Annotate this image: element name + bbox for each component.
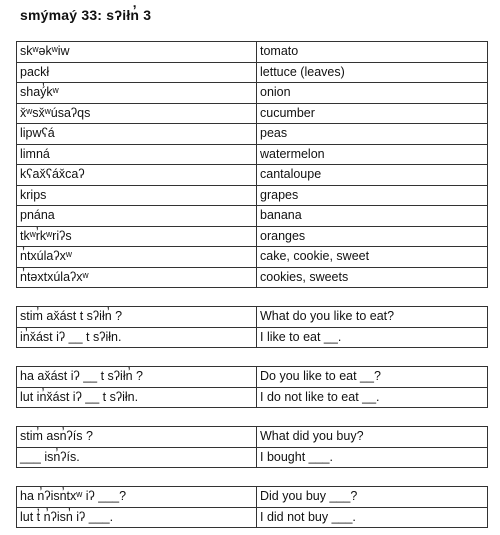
table-row bbox=[17, 507, 488, 528]
table-row bbox=[17, 206, 488, 227]
table-row bbox=[17, 62, 488, 83]
table-row bbox=[17, 185, 488, 206]
lesson-title: smýmaý 33: sʔiłn̓ 3 bbox=[20, 7, 152, 23]
table-row bbox=[17, 447, 488, 468]
phrase-table bbox=[16, 306, 488, 348]
nsyilxcen-word: tkʷr̓kʷriʔs bbox=[17, 226, 257, 247]
nsyilxcen-phrase: in̓x̌ást iʔ __ t sʔiłn. bbox=[17, 327, 257, 348]
table-row bbox=[17, 103, 488, 124]
nsyilxcen-phrase: ha ax̌ást iʔ __ t sʔiłn̓ ? bbox=[17, 367, 257, 388]
english-word: onion bbox=[257, 83, 488, 104]
nsyilxcen-word: packł bbox=[17, 62, 257, 83]
phrase-table bbox=[16, 366, 488, 408]
phrase-table bbox=[16, 486, 488, 528]
table-row bbox=[17, 487, 488, 508]
nsyilxcen-word: kʕax̌ʕáx̌caʔ bbox=[17, 165, 257, 186]
english-word: lettuce (leaves) bbox=[257, 62, 488, 83]
table-row bbox=[17, 247, 488, 268]
english-phrase: I do not like to eat __. bbox=[257, 387, 488, 408]
table-row bbox=[17, 226, 488, 247]
nsyilxcen-word: skʷəkʷiw bbox=[17, 42, 257, 63]
table-row bbox=[17, 327, 488, 348]
table-row bbox=[17, 144, 488, 165]
table-row bbox=[17, 165, 488, 186]
english-phrase: I bought ___. bbox=[257, 447, 488, 468]
table-row bbox=[17, 427, 488, 448]
nsyilxcen-phrase: stim̓ asn̓ʔís ? bbox=[17, 427, 257, 448]
nsyilxcen-word: limná bbox=[17, 144, 257, 165]
nsyilxcen-word: shaý̓kʷ bbox=[17, 83, 257, 104]
nsyilxcen-phrase: stim̓ ax̌ást t sʔiłn̓ ? bbox=[17, 307, 257, 328]
nsyilxcen-phrase: lut in̓x̌ást iʔ __ t sʔiłn. bbox=[17, 387, 257, 408]
english-word: cucumber bbox=[257, 103, 488, 124]
english-word: tomato bbox=[257, 42, 488, 63]
table-row bbox=[17, 124, 488, 145]
nsyilxcen-word: n̓təxtxúlaʔxʷ bbox=[17, 267, 257, 288]
english-word: cookies, sweets bbox=[257, 267, 488, 288]
table-row bbox=[17, 387, 488, 408]
table-row bbox=[17, 367, 488, 388]
vocabulary-table bbox=[16, 41, 488, 288]
nsyilxcen-word: krips bbox=[17, 185, 257, 206]
table-row bbox=[17, 42, 488, 63]
english-phrase: I did not buy ___. bbox=[257, 507, 488, 528]
english-phrase: What did you buy? bbox=[257, 427, 488, 448]
english-word: peas bbox=[257, 124, 488, 145]
english-word: cantaloupe bbox=[257, 165, 488, 186]
english-word: oranges bbox=[257, 226, 488, 247]
nsyilxcen-phrase: ___ isn̓ʔís. bbox=[17, 447, 257, 468]
phrase-table bbox=[16, 426, 488, 468]
english-word: watermelon bbox=[257, 144, 488, 165]
english-word: banana bbox=[257, 206, 488, 227]
english-phrase: Do you like to eat __? bbox=[257, 367, 488, 388]
table-row bbox=[17, 83, 488, 104]
english-phrase: What do you like to eat? bbox=[257, 307, 488, 328]
nsyilxcen-phrase: ha n̓ʔisn̓txʷ iʔ ___? bbox=[17, 487, 257, 508]
nsyilxcen-word: x̌ʷsx̌ʷúsaʔqs bbox=[17, 103, 257, 124]
table-row bbox=[17, 307, 488, 328]
english-phrase: I like to eat __. bbox=[257, 327, 488, 348]
english-phrase: Did you buy ___? bbox=[257, 487, 488, 508]
nsyilxcen-word: pnána bbox=[17, 206, 257, 227]
nsyilxcen-phrase: lut t̓ n̓ʔisn̓ iʔ ___. bbox=[17, 507, 257, 528]
table-row bbox=[17, 267, 488, 288]
nsyilxcen-word: lipwʕá bbox=[17, 124, 257, 145]
english-word: cake, cookie, sweet bbox=[257, 247, 488, 268]
nsyilxcen-word: n̓txúlaʔxʷ bbox=[17, 247, 257, 268]
english-word: grapes bbox=[257, 185, 488, 206]
